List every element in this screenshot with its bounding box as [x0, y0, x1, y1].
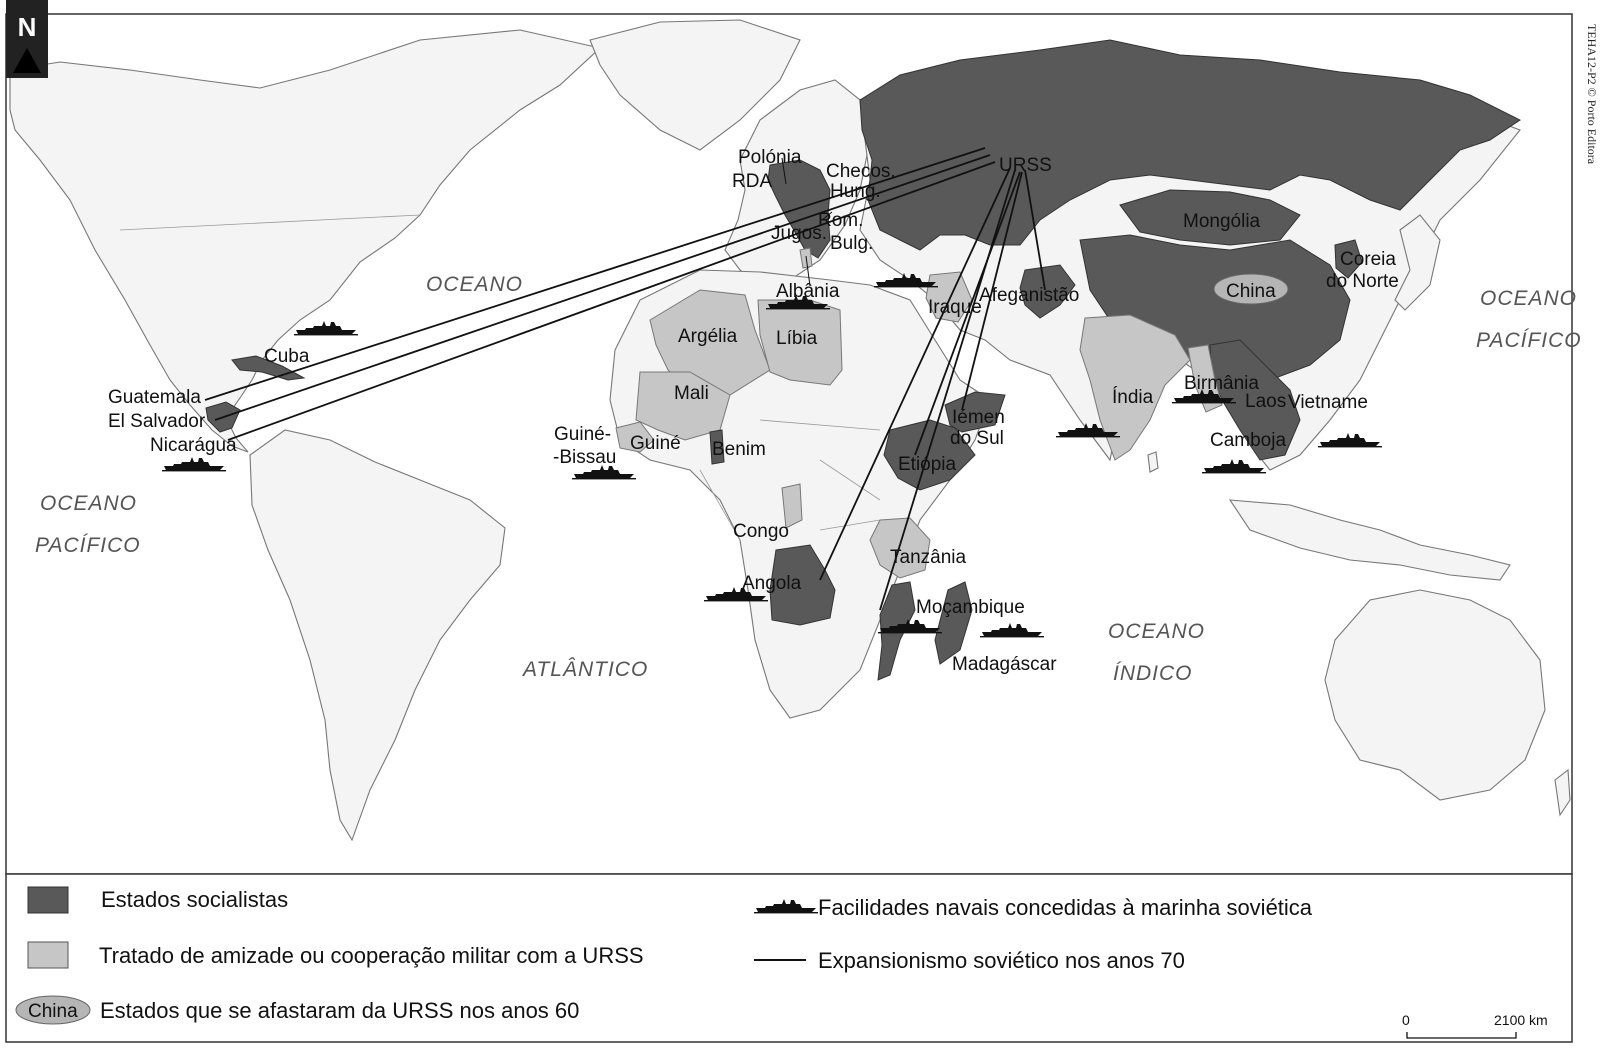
scale-zero: 0: [1402, 1012, 1410, 1028]
copyright-text: TEHA12-P2 © Porto Editora: [1585, 24, 1599, 165]
country-label-mali: Mali: [674, 383, 709, 404]
country-label-iemen: do Sul: [950, 428, 1004, 449]
legend-swatch-socialist: [28, 887, 68, 913]
legend-label-departed: Estados que se afastaram da URSS nos anos 60: [100, 998, 580, 1023]
sri-lanka-land: [1148, 452, 1158, 472]
legend-label-expansion: Expansionismo soviético nos anos 70: [818, 948, 1185, 973]
ocean-label: OCEANO: [426, 273, 524, 296]
country-label-rom: Rom.: [818, 210, 864, 231]
country-label-mocambique: Moçambique: [916, 597, 1025, 618]
country-label-birmania: Birmânia: [1184, 373, 1259, 394]
country-label-india: Índia: [1112, 387, 1154, 408]
country-label-libia: Líbia: [776, 328, 818, 349]
legend-sample-china: China: [28, 1001, 78, 1022]
country-label-argelia: Argélia: [678, 326, 738, 347]
legend-swatch-treaty: [28, 942, 68, 968]
country-label-jugos: Jugos.: [771, 223, 827, 244]
ocean-label: ATLÂNTICO: [523, 658, 649, 681]
country-label-vietname: Vietname: [1288, 392, 1368, 413]
country-label-laos: Laos: [1245, 391, 1287, 412]
country-label-camboja: Camboja: [1210, 430, 1287, 451]
country-label-checos: Checos.: [826, 161, 896, 182]
country-label-guine-bissau: Guiné-: [554, 424, 612, 445]
country-label-guine: Guiné: [630, 433, 681, 454]
ocean-label: PACÍFICO: [1476, 329, 1582, 352]
country-label-iemen: Iémen: [952, 407, 1005, 428]
country-label-tanzania: Tanzânia: [890, 547, 967, 568]
country-label-congo: Congo: [733, 521, 789, 542]
country-label-mongolia: Mongólia: [1183, 211, 1261, 232]
legend: [6, 874, 1572, 1042]
north-arrow-icon: [6, 0, 48, 78]
legend-label-naval: Facilidades navais concedidas à marinha soviética: [818, 895, 1313, 920]
country-label-guine-bissau: -Bissau: [553, 447, 617, 468]
country-label-polonia: Polónia: [738, 147, 802, 168]
country-label-hung: Hung.: [830, 181, 881, 202]
country-label-urss: URSS: [999, 155, 1052, 176]
country-label-albania: Albânia: [776, 281, 840, 302]
country-label-afeganistao: Afeganistão: [979, 285, 1080, 306]
legend-label-treaty: Tratado de amizade ou cooperação militar com a URSS: [99, 943, 644, 968]
ocean-label: ÍNDICO: [1113, 662, 1193, 685]
country-label-el-salvador: El Salvador: [108, 411, 206, 432]
country-label-coreia: Coreia: [1340, 249, 1396, 270]
north-label: N: [17, 12, 37, 42]
ocean-label: OCEANO: [40, 492, 138, 515]
country-label-bulg: Bulg.: [830, 233, 874, 254]
country-label-angola: Angola: [742, 573, 802, 594]
country-label-madagascar: Madagáscar: [952, 654, 1057, 675]
country-label-cuba: Cuba: [264, 346, 310, 367]
country-label-etiopia: Etiópia: [898, 454, 957, 475]
country-label-iraque: Iraque: [928, 297, 982, 318]
country-label-guatemala: Guatemala: [108, 387, 201, 408]
country-label-benim: Benim: [712, 439, 766, 460]
country-label-nicaragua: Nicarágua: [150, 435, 237, 456]
ocean-label: PACÍFICO: [35, 534, 141, 557]
scale-distance: 2100 km: [1494, 1012, 1548, 1028]
legend-label-socialist: Estados socialistas: [101, 887, 289, 912]
country-label-china: China: [1226, 281, 1276, 302]
ocean-label: OCEANO: [1480, 287, 1578, 310]
ocean-label: OCEANO: [1108, 620, 1206, 643]
country-label-coreia: do Norte: [1326, 271, 1399, 292]
country-label-rda: RDA: [732, 171, 773, 192]
